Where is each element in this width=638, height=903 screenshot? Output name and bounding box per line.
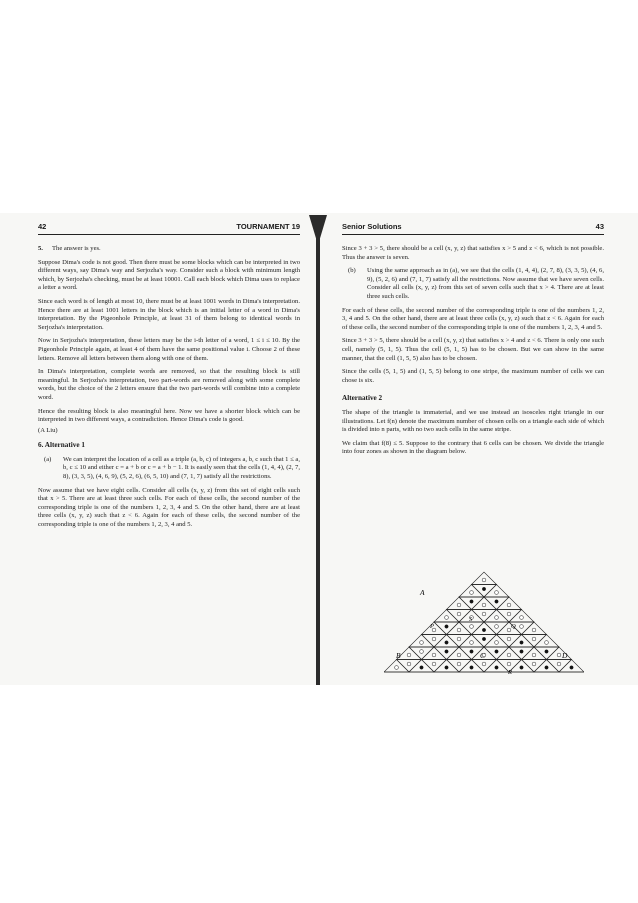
empty-cell-dot (420, 641, 424, 645)
triangle-zone-labels (396, 588, 568, 676)
empty-cell-dot (507, 612, 511, 616)
empty-cell-dot (495, 616, 499, 620)
empty-cell-dot (457, 653, 461, 657)
empty-cell-dot (432, 662, 436, 666)
problem-5-paragraph: Hence the resulting block is also meaningful here. Now we have a shorter block which can be interpreted in two different ways, a contradiction. Hence Dima's code is good. (38, 407, 300, 424)
empty-cell-dot (507, 637, 511, 641)
problem-6-title: 6. Alternative 1 (38, 441, 85, 450)
problem-6a-paragraph: Now assume that we have eight cells. Consider all cells (x, y, z) from this set of eight cells such that x > 5. There are at least three such cells. For each of these cells, the second number of the corresponding triple is one of the numbers 1, 2, 3, 4 and 5. On the other hand, there are at least three cells (x, y, z) such that z < 6. Again for each of these cells, the second number of the corresponding triple is one of the numbers 1, 2, 3, 4 and 5. (38, 486, 300, 529)
problem-6b (342, 267, 604, 301)
chosen-cell-dot (470, 650, 473, 653)
empty-cell-dot (470, 591, 474, 595)
problem-5-answer (38, 245, 300, 254)
empty-cell-dot (532, 653, 536, 657)
left-page-number: 42 (38, 222, 47, 231)
chosen-cell-dot (420, 666, 423, 669)
problem-5-paragraph: Now in Serjozha's interpretation, these letters may be the i-th letter of a word, 1 ≤ i ≤ 10. By the Pigeonhole Principle again, at least 4 of them have the same positional value i. Choose 2 of these letters. Remove all letters between them along with one of them. (38, 337, 300, 362)
problem-5-paragraph: Suppose Dima's code is not good. Then there must be some blocks which can be interpreted in two different ways, say Dima's way and Serjozha's way. Consider such a block with minimum length which, by Serjozha's checking, must be at least 10001. Call each block which Dima uses to replace a letter a word. (38, 258, 300, 292)
empty-cell-dot (432, 653, 436, 657)
chosen-cell-dot (445, 641, 448, 644)
empty-cell-dot (457, 612, 461, 616)
zone-label-b: B (396, 651, 401, 660)
left-page (38, 222, 300, 535)
problem-5-paragraph: Since each word is of length at most 10, there must be at least 1001 words in Dima's interpretation. Hence there are at least 1001 letters in the block which is an initial letter of a word in Dima's interpretation. By the Pigeonhole Principle, at least 31 of them belong to identical words in Serjozha's interpretation. (38, 297, 300, 331)
zone-label-a: A (420, 588, 425, 597)
chosen-cell-dot (445, 666, 448, 669)
empty-cell-dot (495, 591, 499, 595)
empty-cell-dot (432, 637, 436, 641)
empty-cell-dot (495, 641, 499, 645)
empty-cell-dot (482, 603, 486, 607)
empty-cell-dot (482, 578, 486, 582)
alternative-2-title: Alternative 2 (342, 394, 383, 403)
empty-cell-dot (457, 662, 461, 666)
problem-6a-label: (a) (44, 455, 52, 463)
left-running-head (38, 222, 300, 235)
left-header-title: TOURNAMENT 19 (236, 222, 300, 231)
chosen-cell-dot (445, 625, 448, 628)
empty-cell-dot (457, 628, 461, 632)
zone-label-q: Q (511, 623, 516, 630)
chosen-cell-dot (495, 666, 498, 669)
triangle-zone-diagram (384, 566, 584, 678)
empty-cell-dot (532, 662, 536, 666)
empty-cell-dot (557, 662, 561, 666)
problem-6a-text: We can interpret the location of a cell as a triple (a, b, c) of integers a, b, c such that 1 ≤ a, b, c ≤ 10 and either c = a + b or c = a + b − 1. It is easily seen that the cells (1, 4, 4), (2, 7, 8), (3, 3, 5), (4, 6, 9), (5, 2, 6), (6, 5, 10) and (7, 1, 7) satisfy all the restrictions. (63, 455, 300, 481)
chosen-cell-dot (545, 666, 548, 669)
zone-label-s: S (469, 616, 473, 623)
problem-5-credit: (A Liu) (38, 426, 58, 434)
problem-6b-text: Using the same approach as in (a), we see that the cells (1, 4, 4), (2, 7, 8), (3, 3, 5), (4, 6, 9), (5, 2, 6) and (7, 1, 7) satisfy all the restrictions. Now assume that we have seven cells. Consider all cells (x, y, z) from this set of seven cells such that x > 4. There are at least three such cells. (367, 267, 604, 300)
empty-cell-dot (470, 625, 474, 629)
empty-cell-dot (557, 653, 561, 657)
right-running-head (342, 222, 604, 235)
chosen-cell-dot (520, 650, 523, 653)
right-header-title: Senior Solutions (342, 222, 402, 231)
chosen-cell-dot (520, 666, 523, 669)
right-page (342, 222, 604, 462)
empty-cell-dot (532, 637, 536, 641)
problem-6b-paragraph: Since the cells (5, 1, 5) and (1, 5, 5) belong to one stripe, the maximum number of cells we can chose is six. (342, 368, 604, 384)
chosen-cell-dot (570, 666, 573, 669)
empty-cell-dot (445, 616, 449, 620)
empty-cell-dot (482, 662, 486, 666)
empty-cell-dot (470, 641, 474, 645)
chosen-cell-dot (545, 650, 548, 653)
problem-6b-label: (b) (348, 267, 356, 275)
empty-cell-dot (407, 653, 411, 657)
zone-label-r: R (508, 669, 512, 676)
empty-cell-dot (545, 641, 549, 645)
empty-cell-dot (520, 616, 524, 620)
empty-cell-dot (507, 603, 511, 607)
problem-6b-paragraph: Since 3 + 3 > 5, there should be a cell (x, y, z) that satisfies x > 4 and z < 6. There is only one such cell, namely (5, 1, 5). Thus the cell (5, 1, 5) has to be chosen. But we can show in the same manner, that the cell (1, 5, 5) also has to be chosen. (342, 337, 604, 362)
empty-cell-dot (507, 653, 511, 657)
zone-label-d: D (562, 651, 568, 660)
empty-cell-dot (507, 662, 511, 666)
alternative-2-paragraph: The shape of the triangle is immaterial, and we use instead an isosceles right triangle in our illustrations. Let f(n) denote the maximum number of chosen cells on a triangle each side of which is divided into n parts, with no two such cells in the same stripe. (342, 408, 604, 434)
chosen-cell-dot (495, 650, 498, 653)
empty-cell-dot (482, 612, 486, 616)
empty-cell-dot (495, 625, 499, 629)
empty-cell-dot (457, 637, 461, 641)
chosen-cell-dot (470, 666, 473, 669)
problem-5-number: 5. (38, 245, 43, 252)
chosen-cell-dot (482, 628, 485, 631)
chosen-cell-dot (482, 587, 485, 590)
empty-cell-dot (395, 666, 399, 670)
chosen-cell-dot (495, 600, 498, 603)
right-page-number: 43 (595, 222, 604, 231)
right-paragraph: Since 3 + 3 > 5, there should be a cell (x, y, z) that satisfies x > 5 and z < 6, which is not possible. Thus the answer is seven. (342, 245, 604, 261)
chosen-cell-dot (482, 637, 485, 640)
empty-cell-dot (520, 625, 524, 629)
problem-5-answer-text: The answer is yes. (52, 245, 101, 252)
zone-label-c: C (480, 651, 486, 660)
zone-label-p: P (430, 623, 434, 630)
empty-cell-dot (407, 662, 411, 666)
chosen-cell-dot (470, 600, 473, 603)
chosen-cell-dot (445, 650, 448, 653)
chosen-cell-dot (520, 641, 523, 644)
empty-cell-dot (420, 650, 424, 654)
empty-cell-dot (457, 603, 461, 607)
empty-cell-dot (532, 628, 536, 632)
problem-5-paragraph: In Dima's interpretation, complete words are removed, so that the resulting block is still meaningful. In Serjozha's interpretation, two part-words are removed along with some complete words, but the choice of the 2 letters ensure that the two part-words will combine into a complete word. (38, 368, 300, 401)
problem-6b-paragraph: For each of these cells, the second number of the corresponding triple is one of the numbers 1, 2, 3, 4 and 5. On the other hand, there are at least three cells (x, y, z) such that z < 6. Again for each of these cells, the second number of the corresponding triple is one of the numbers 1, 2, 3, 4 and 5. (342, 306, 604, 331)
book-spine (316, 215, 320, 685)
alternative-2-paragraph: We claim that f(8) ≤ 5. Suppose to the contrary that 6 cells can be chosen. We divide the triangle into four zones as shown in the diagram below. (342, 439, 604, 456)
problem-6a (38, 456, 300, 482)
